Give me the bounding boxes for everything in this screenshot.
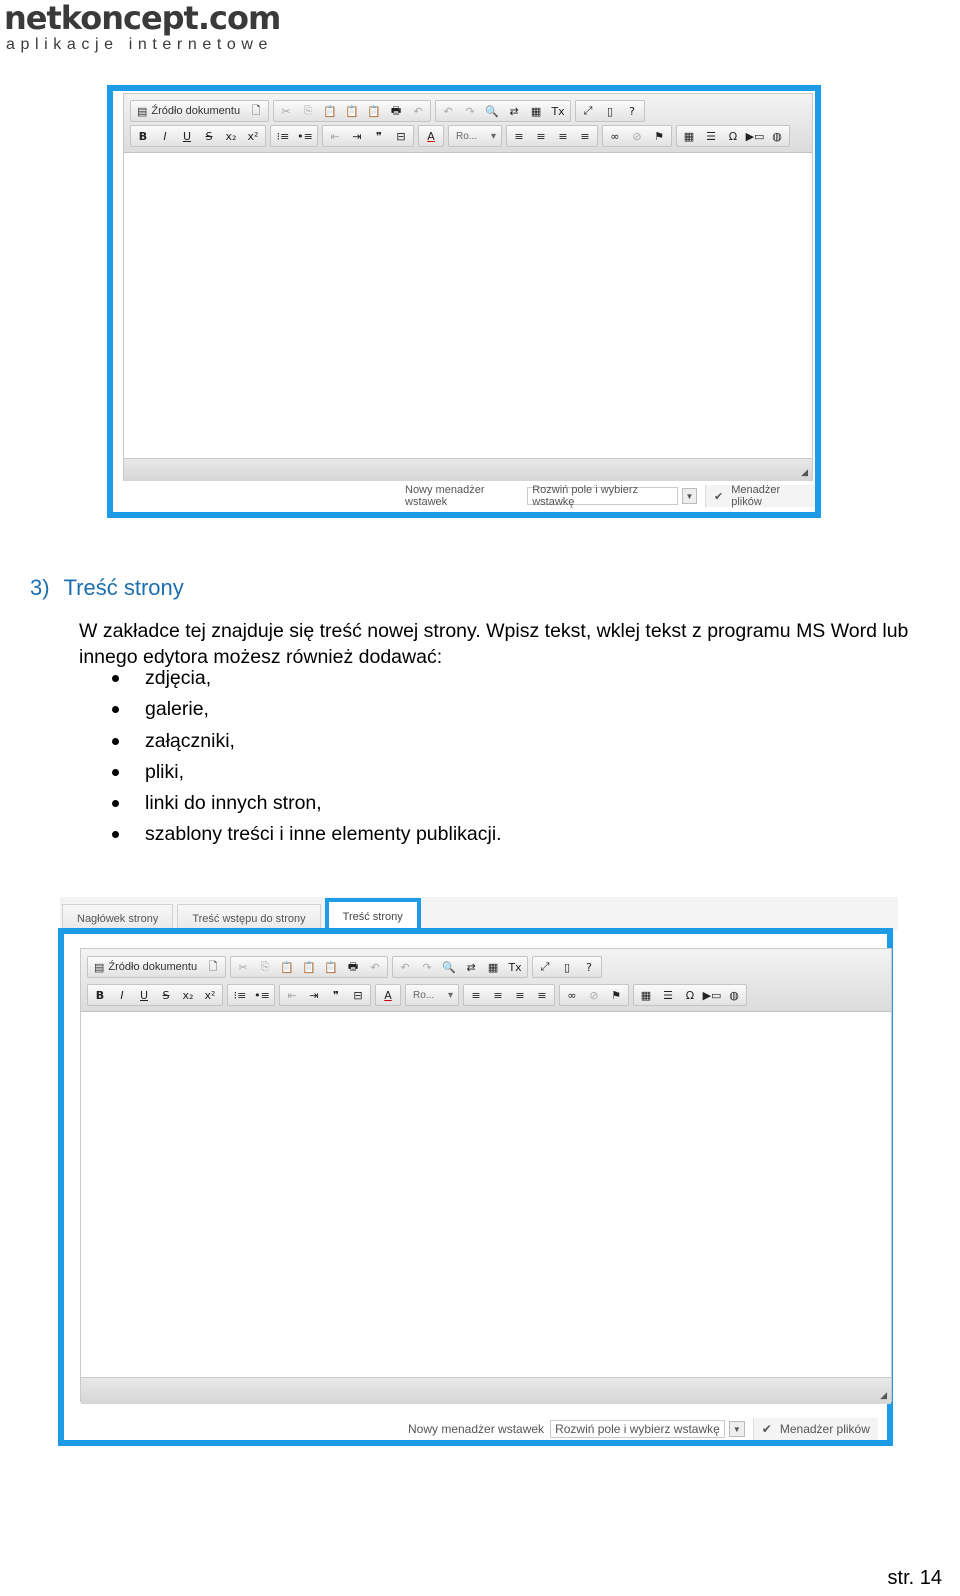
toolbar-group <box>87 956 226 978</box>
section-heading <box>30 575 184 601</box>
logo-tagline: aplikacje internetowe <box>6 36 274 53</box>
basic-styles-group <box>87 984 223 1006</box>
chevron-down-icon: ▾ <box>447 989 453 1001</box>
subscript-icon[interactable]: x₂ <box>182 988 194 1002</box>
list-item: linki do innych stron, <box>111 788 502 819</box>
list-item: zdjęcia, <box>111 663 502 694</box>
insert-manager-bar <box>405 484 815 508</box>
insert-select[interactable] <box>527 484 678 508</box>
list-group <box>227 984 275 1006</box>
div-icon[interactable]: ⊟ <box>396 129 406 143</box>
strike-icon[interactable]: S <box>205 129 213 143</box>
select-all-icon[interactable]: ▦ <box>530 104 542 118</box>
bold-icon[interactable]: B <box>138 129 148 143</box>
list-group <box>270 125 318 147</box>
section-number: 3) <box>30 575 50 600</box>
paste-text-icon[interactable]: 📋 <box>302 960 316 974</box>
replace-icon[interactable]: ⇄ <box>466 960 476 974</box>
align-justify-icon[interactable]: ≡ <box>537 988 547 1002</box>
underline-icon[interactable]: U <box>139 988 149 1002</box>
bulleted-list-icon[interactable]: •≡ <box>297 129 313 143</box>
strike-icon[interactable]: S <box>162 988 170 1002</box>
globe-icon[interactable]: ◍ <box>772 129 782 143</box>
maximize-icon[interactable]: ⤢ <box>540 960 550 973</box>
paste-icon[interactable]: 📋 <box>280 960 294 974</box>
resize-handle-icon[interactable]: ◢ <box>880 1390 887 1400</box>
align-center-icon[interactable]: ≡ <box>493 988 503 1002</box>
editor-screenshot-2 <box>58 928 893 1446</box>
rich-text-editor <box>123 93 813 481</box>
tab-intro[interactable]: Treść wstępu do strony <box>177 904 320 932</box>
special-char-icon[interactable]: Ω <box>728 129 738 143</box>
tools-group <box>532 956 602 978</box>
clipboard-group <box>230 956 388 978</box>
show-blocks-icon[interactable]: ▯ <box>607 104 614 118</box>
unlink-icon[interactable]: ⊘ <box>589 988 599 1002</box>
numbered-list-icon[interactable]: ⁝≡ <box>233 988 247 1002</box>
source-label: Źródło dokumentu <box>108 961 198 973</box>
source-button[interactable] <box>89 957 202 977</box>
font-size-value: Ro... <box>413 989 435 1001</box>
insert-manager-bar <box>408 1418 878 1440</box>
align-group <box>463 984 555 1006</box>
remove-format-icon[interactable]: Tx <box>551 104 565 118</box>
insert-group <box>633 984 747 1006</box>
help-icon[interactable]: ? <box>629 104 635 118</box>
blockquote-icon[interactable]: ❞ <box>333 988 339 1002</box>
font-size-select[interactable] <box>407 985 457 1005</box>
new-page-icon[interactable]: 🗋 <box>251 103 261 117</box>
insert-select[interactable] <box>550 1420 725 1438</box>
history-group <box>392 956 528 978</box>
insert-group <box>676 125 790 147</box>
indent-group <box>279 984 371 1006</box>
insert-select-value: Rozwiń pole i wybierz wstawkę <box>555 1422 720 1436</box>
source-icon: ▤ <box>94 961 105 974</box>
tools-group <box>575 100 645 122</box>
cut-icon[interactable]: ✂ <box>281 104 291 118</box>
list-item: galerie, <box>111 694 502 725</box>
table-icon[interactable]: ▦ <box>683 129 695 143</box>
horizontal-rule-icon[interactable]: ☰ <box>663 988 673 1002</box>
source-label: Źródło dokumentu <box>151 105 241 117</box>
color-group <box>375 984 401 1006</box>
section-title: Treść strony <box>63 575 184 600</box>
anchor-icon[interactable]: ⚑ <box>611 988 621 1002</box>
italic-icon[interactable]: I <box>120 988 124 1002</box>
history-group <box>435 100 571 122</box>
link-icon[interactable]: ∞ <box>610 129 620 143</box>
underline-icon[interactable]: U <box>182 129 192 143</box>
align-left-icon[interactable]: ≡ <box>514 129 524 143</box>
toolbar-group <box>130 100 269 122</box>
iframe-icon[interactable]: ▶▭ <box>702 988 722 1002</box>
copy-icon[interactable]: ⎘ <box>303 104 313 117</box>
logo <box>4 0 280 54</box>
link-icon[interactable]: ∞ <box>567 988 577 1002</box>
italic-icon[interactable]: I <box>163 129 167 143</box>
maximize-icon[interactable]: ⤢ <box>583 104 593 117</box>
div-icon[interactable]: ⊟ <box>353 988 363 1002</box>
body-paragraph: W zakładce tej znajduje się treść nowej strony. Wpisz tekst, wklej tekst z programu MS Word lub innego edytora możesz również dodawać: <box>79 620 909 668</box>
superscript-icon[interactable]: x² <box>247 129 259 143</box>
replace-icon[interactable]: ⇄ <box>509 104 519 118</box>
show-blocks-icon[interactable]: ▯ <box>564 960 571 974</box>
font-size-select[interactable] <box>450 126 500 146</box>
paste-word-icon[interactable]: 📋 <box>367 104 381 118</box>
source-button[interactable] <box>132 101 245 121</box>
new-page-icon[interactable]: 🗋 <box>208 959 218 973</box>
list-item: szablony treści i inne elementy publikacji. <box>111 819 502 850</box>
redo-icon[interactable]: ↷ <box>422 960 432 974</box>
tab-content[interactable]: Treść strony <box>325 898 421 932</box>
editor-content-area[interactable] <box>81 1012 891 1377</box>
toolbar-row-2 <box>87 983 891 1007</box>
bold-icon[interactable]: B <box>95 988 105 1002</box>
undo-icon[interactable]: ↶ <box>443 104 453 118</box>
indent-icon[interactable]: ⇥ <box>309 988 319 1002</box>
file-manager-label: Menadżer plików <box>779 1422 870 1436</box>
text-color-icon[interactable]: A <box>427 129 435 143</box>
outdent-icon[interactable]: ⇤ <box>330 129 340 143</box>
copy-icon[interactable]: ⎘ <box>260 960 270 973</box>
link-group <box>559 984 629 1006</box>
paste-text-icon[interactable]: 📋 <box>345 104 359 118</box>
bullet-list <box>111 663 502 851</box>
remove-format-icon[interactable]: Tx <box>508 960 522 974</box>
font-size-combo[interactable] <box>448 125 502 147</box>
insert-manager-label: Nowy menadżer wstawek <box>408 1422 545 1436</box>
horizontal-rule-icon[interactable]: ☰ <box>706 129 716 143</box>
insert-manager-label: Nowy menadżer wstawek <box>405 484 485 508</box>
align-left-icon[interactable]: ≡ <box>471 988 481 1002</box>
cut-icon[interactable]: ✂ <box>238 960 248 974</box>
checkmark-icon: ✔ <box>761 1422 772 1436</box>
find-icon[interactable]: 🔍 <box>442 960 456 974</box>
resize-handle-icon[interactable]: ◢ <box>801 467 808 477</box>
align-justify-icon[interactable]: ≡ <box>580 129 590 143</box>
indent-group <box>322 125 414 147</box>
undo-icon[interactable]: ↶ <box>413 104 423 118</box>
font-size-value: Ro... <box>456 130 478 142</box>
align-right-icon[interactable]: ≡ <box>515 988 525 1002</box>
editor-toolbar <box>81 949 891 1012</box>
print-icon[interactable]: 🖶 <box>390 103 402 117</box>
indent-icon[interactable]: ⇥ <box>352 129 362 143</box>
toolbar-row-2 <box>130 124 812 148</box>
anchor-icon[interactable]: ⚑ <box>654 129 664 143</box>
numbered-list-icon[interactable]: ⁝≡ <box>276 129 290 143</box>
chevron-down-icon[interactable]: ▼ <box>682 488 697 504</box>
outdent-icon[interactable]: ⇤ <box>287 988 297 1002</box>
subscript-icon[interactable]: x₂ <box>225 129 237 143</box>
iframe-icon[interactable]: ▶▭ <box>745 129 765 143</box>
align-right-icon[interactable]: ≡ <box>558 129 568 143</box>
logo-name: netkoncept.com <box>4 0 281 37</box>
basic-styles-group <box>130 125 266 147</box>
editor-screenshot-1 <box>107 85 821 518</box>
print-icon[interactable]: 🖶 <box>347 959 359 973</box>
paste-icon[interactable]: 📋 <box>323 104 337 118</box>
select-all-icon[interactable]: ▦ <box>487 960 499 974</box>
file-manager-button[interactable] <box>705 485 815 507</box>
tab-header[interactable]: Nagłówek strony <box>62 904 173 932</box>
insert-select-value: Rozwiń pole i wybierz wstawkę <box>532 484 638 508</box>
toolbar-row-1 <box>87 955 891 979</box>
chevron-down-icon: ▾ <box>490 130 496 142</box>
page-number: str. 14 <box>887 1567 942 1589</box>
text-color-icon[interactable]: A <box>384 988 392 1002</box>
file-manager-label: Menadżer plików <box>731 484 781 508</box>
editor-content-area[interactable] <box>124 153 812 458</box>
redo-icon[interactable]: ↷ <box>465 104 475 118</box>
editor-status-bar <box>81 1377 891 1404</box>
superscript-icon[interactable]: x² <box>204 988 216 1002</box>
find-icon[interactable]: 🔍 <box>485 104 499 118</box>
color-group <box>418 125 444 147</box>
checkmark-icon: ✔ <box>714 490 724 503</box>
align-group <box>506 125 598 147</box>
link-group <box>602 125 672 147</box>
list-item: pliki, <box>111 757 502 788</box>
rich-text-editor <box>80 948 892 1402</box>
clipboard-group <box>273 100 431 122</box>
help-icon[interactable]: ? <box>586 960 592 974</box>
editor-toolbar <box>124 94 812 153</box>
unlink-icon[interactable]: ⊘ <box>632 129 642 143</box>
list-item: załączniki, <box>111 726 502 757</box>
table-icon[interactable]: ▦ <box>640 988 652 1002</box>
bulleted-list-icon[interactable]: •≡ <box>254 988 270 1002</box>
file-manager-button[interactable] <box>753 1418 878 1440</box>
chevron-down-icon[interactable]: ▼ <box>729 1421 745 1437</box>
source-icon: ▤ <box>137 105 148 118</box>
font-size-combo[interactable] <box>405 984 459 1006</box>
blockquote-icon[interactable]: ❞ <box>376 129 382 143</box>
editor-status-bar <box>124 458 812 481</box>
toolbar-row-1 <box>130 99 812 123</box>
globe-icon[interactable]: ◍ <box>729 988 739 1002</box>
undo-icon[interactable]: ↶ <box>400 960 410 974</box>
special-char-icon[interactable]: Ω <box>685 988 695 1002</box>
paste-word-icon[interactable]: 📋 <box>324 960 338 974</box>
undo-icon[interactable]: ↶ <box>370 960 380 974</box>
align-center-icon[interactable]: ≡ <box>536 129 546 143</box>
